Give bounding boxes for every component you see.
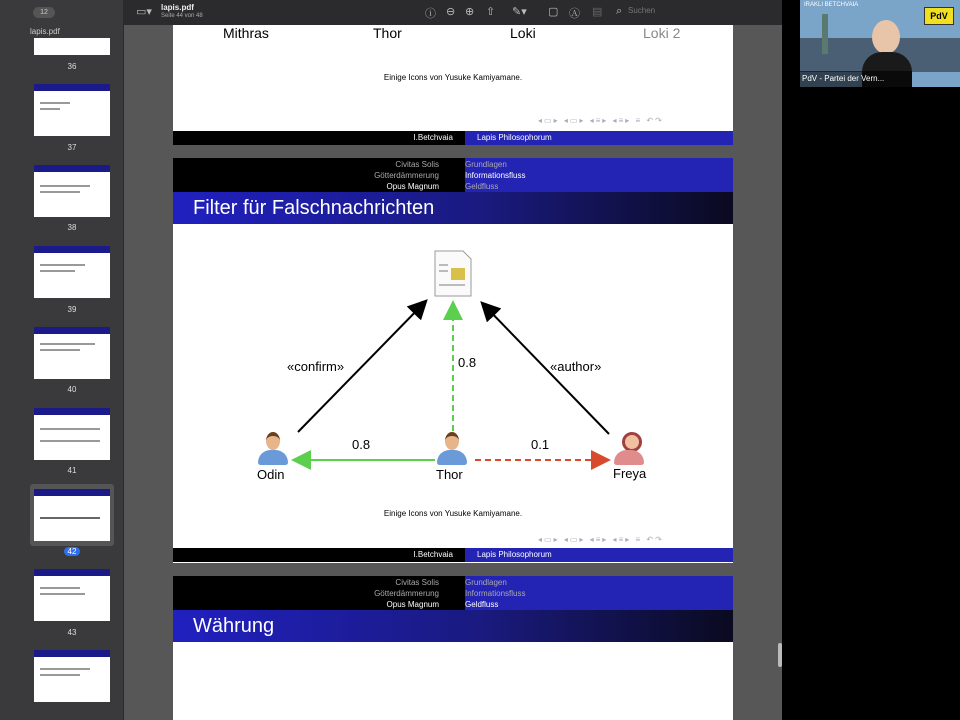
thumb-number: 36 xyxy=(67,62,77,71)
footer-title: Lapis Philosophorum xyxy=(465,548,733,562)
odin-label: Odin xyxy=(257,467,285,482)
thumbnail-page-41[interactable] xyxy=(34,408,110,460)
slide-nav-header xyxy=(173,158,733,193)
nav-geldfluss[interactable]: Geldfluss xyxy=(465,600,499,609)
name-thor: Thor xyxy=(373,25,402,41)
label-thor-doc-weight: 0.8 xyxy=(458,355,477,370)
nav-opus[interactable]: Opus Magnum xyxy=(386,182,439,191)
participant-name: PdV - Partei der Vern... xyxy=(800,71,912,87)
thumb-number: 37 xyxy=(67,143,77,152)
thumb-number: 41 xyxy=(67,466,77,475)
beamer-nav-icons[interactable]: ◂▭▸ ◂▭▸ ◂≡▸ ◂≡▸ ≡ ↶↷ xyxy=(538,535,664,544)
nav-geldfluss[interactable]: Geldfluss xyxy=(465,182,499,191)
zoom-in-icon[interactable]: ⊕ xyxy=(465,6,475,18)
label-thor-odin-weight: 0.8 xyxy=(352,437,371,452)
sidebar-badge[interactable]: 12 xyxy=(33,7,55,18)
slide-title: Filter für Falschnachrichten xyxy=(173,192,733,224)
name-mithras: Mithras xyxy=(223,25,269,41)
pdf-toolbar xyxy=(124,0,782,26)
thumbnail-page-36[interactable] xyxy=(34,38,110,55)
slide-next xyxy=(173,576,733,720)
pdv-logo: PdV xyxy=(924,7,954,25)
label-confirm: «confirm» xyxy=(287,359,345,374)
search-input[interactable]: Suchen xyxy=(628,6,656,15)
document-area[interactable] xyxy=(124,25,782,720)
scrollbar-thumb[interactable] xyxy=(778,643,782,667)
thumbnail-page-40[interactable] xyxy=(34,327,110,379)
slide-previous xyxy=(173,25,733,144)
footer-author: I.Betchvaia xyxy=(173,131,465,145)
nav-opus[interactable]: Opus Magnum xyxy=(386,600,439,609)
nav-civitas[interactable]: Civitas Solis xyxy=(395,578,439,587)
nav-grundlagen[interactable]: Grundlagen xyxy=(465,160,507,169)
sidebar-toggle-icon[interactable]: ▭▾ xyxy=(136,6,152,18)
thumb-number: 39 xyxy=(67,305,77,314)
nav-grundlagen[interactable]: Grundlagen xyxy=(465,578,507,587)
thumbnail-page-42[interactable] xyxy=(34,489,110,541)
markup-icon[interactable]: ✎▾ xyxy=(512,6,527,18)
nav-goetter[interactable]: Götterdämmerung xyxy=(374,171,439,180)
thumbnail-page-39[interactable] xyxy=(34,246,110,298)
thumb-number: 38 xyxy=(67,223,77,232)
thumbnail-page-44[interactable] xyxy=(34,650,110,702)
participant-video xyxy=(800,0,960,87)
thor-label: Thor xyxy=(436,467,463,482)
document-icon xyxy=(435,251,471,296)
slide-current xyxy=(173,158,733,563)
video-top-label: IRAKLI BETCHVAIA xyxy=(804,2,859,8)
slide-nav-header xyxy=(173,576,733,611)
info-icon[interactable]: ⓘ xyxy=(425,8,436,20)
thumb-number-active: 42 xyxy=(34,547,110,556)
window-title: lapis.pdf xyxy=(161,3,194,12)
name-loki2: Loki 2 xyxy=(643,25,681,41)
thor-icon xyxy=(436,432,468,466)
icons-credit: Einige Icons von Yusuke Kamiyamane. xyxy=(383,509,523,518)
thumbnail-page-38[interactable] xyxy=(34,165,110,217)
freya-icon xyxy=(613,432,645,466)
nav-goetter[interactable]: Götterdämmerung xyxy=(374,589,439,598)
sidebar-doc-name: lapis.pdf xyxy=(30,27,60,36)
nav-informationsfluss[interactable]: Informationsfluss xyxy=(465,171,526,180)
icons-credit: Einige Icons von Yusuke Kamiyamane. xyxy=(383,73,523,82)
thumb-number: 40 xyxy=(67,385,77,394)
rotate-icon[interactable]: ▢ xyxy=(548,6,559,18)
nav-civitas[interactable]: Civitas Solis xyxy=(395,160,439,169)
nav-informationsfluss[interactable]: Informationsfluss xyxy=(465,589,526,598)
label-thor-freya-weight: 0.1 xyxy=(531,437,550,452)
presenter-face xyxy=(872,20,900,54)
form-icon[interactable]: ▤ xyxy=(592,6,603,18)
thumbnail-page-43[interactable] xyxy=(34,569,110,621)
odin-icon xyxy=(257,432,289,466)
search-icon: ⌕ xyxy=(616,5,623,17)
label-author: «author» xyxy=(550,359,602,374)
slide-title: Währung xyxy=(173,610,733,642)
page-indicator: Seite 44 von 48 xyxy=(161,13,203,19)
zoom-out-icon[interactable]: ⊖ xyxy=(446,6,456,18)
name-loki: Loki xyxy=(510,25,536,41)
beamer-nav-icons[interactable]: ◂▭▸ ◂▭▸ ◂≡▸ ◂≡▸ ≡ ↶↷ xyxy=(538,116,664,125)
freya-label: Freya xyxy=(613,466,647,481)
thumbnail-page-37[interactable] xyxy=(34,84,110,136)
share-icon[interactable]: ⇧ xyxy=(486,6,496,18)
footer-title: Lapis Philosophorum xyxy=(465,131,733,145)
footer-author: I.Betchvaia xyxy=(173,548,465,562)
statue-of-liberty xyxy=(822,14,828,54)
annotate-icon[interactable]: Ⓐ xyxy=(569,8,580,20)
thumbnail-sidebar xyxy=(0,0,124,720)
thumb-number: 43 xyxy=(67,628,77,637)
